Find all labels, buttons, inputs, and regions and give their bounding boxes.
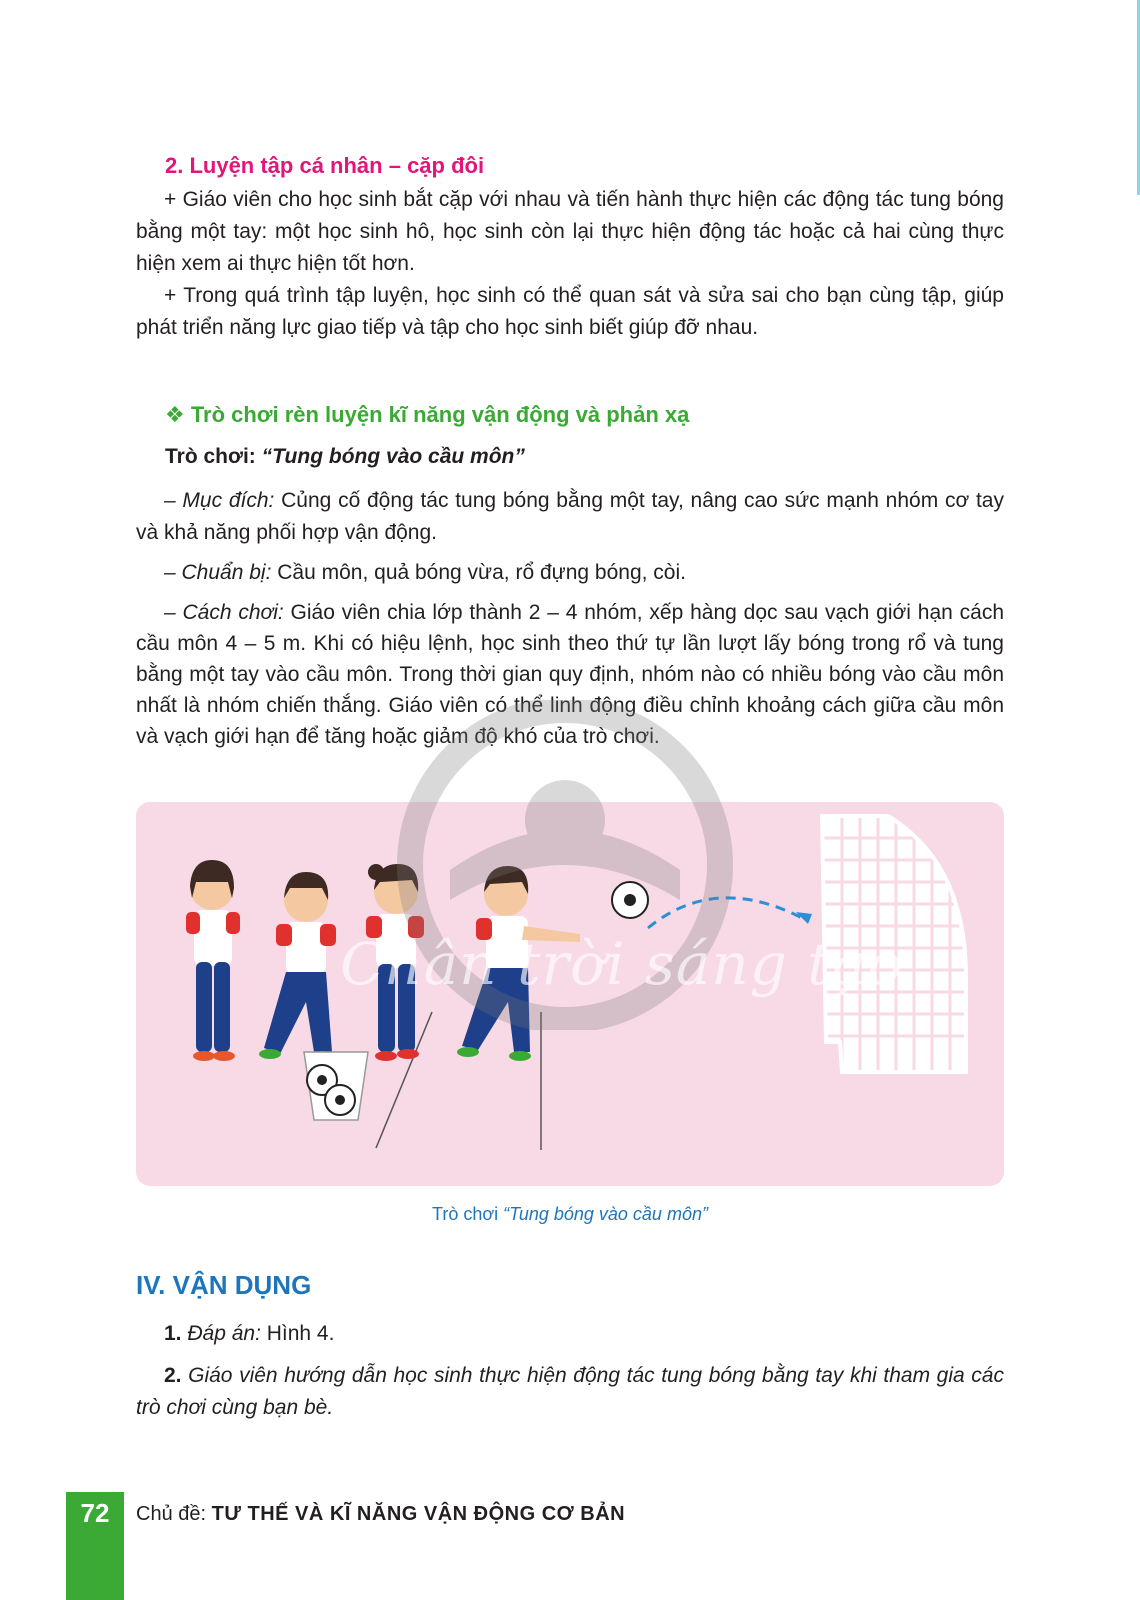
ball-trajectory (648, 898, 806, 928)
footer-topic-name: TƯ THẾ VÀ KĨ NĂNG VẬN ĐỘNG CƠ BẢN (211, 1503, 626, 1525)
section-heading-game: ❖ Trò chơi rèn luyện kĩ năng vận động và phản xạ (165, 402, 690, 427)
game-title-name: “Tung bóng vào cầu môn” (261, 445, 525, 468)
purpose-text: Củng cố động tác tung bóng bằng một tay, nâng cao sức mạnh nhóm cơ tay và khả năng phối hợp vận động. (136, 489, 1004, 544)
child-figure-2 (259, 872, 336, 1061)
thrown-ball (612, 882, 648, 918)
prep-text: Cầu môn, quả bóng vừa, rổ đựng bóng, còi. (271, 561, 686, 584)
apply-item-2 (136, 1360, 1004, 1424)
purpose-label: – Mục đích: (164, 489, 275, 512)
game-preparation (136, 557, 1004, 589)
apply-item-1-text: Hình 4. (260, 1322, 335, 1345)
how-text: Giáo viên chia lớp thành 2 – 4 nhóm, xếp hàng dọc sau vạch giới hạn cách cầu môn 4 – 5 m. Khi có hiệu lệnh, học sinh theo thứ tự lần lượt lấy bóng trong rổ và tung bằng một tay vào cầu môn. Trong thời gian quy định, nhóm nào có nhiều bóng vào cầu môn nhất là nhóm chiến thắng. Giáo viên có thể linh động điều chỉnh khoảng cách giữa cầu môn và vạch giới hạn để tăng hoặc giảm độ khó của trò chơi. (136, 601, 1005, 748)
section-practice-body (136, 184, 1004, 344)
game-purpose (136, 485, 1004, 549)
apply-item-1-label: Đáp án: (181, 1322, 261, 1345)
section-heading-apply: IV. VẬN DỤNG (136, 1270, 312, 1300)
figure-caption (136, 1204, 1004, 1225)
game-body (136, 485, 1004, 752)
apply-item-1-number: 1. (164, 1322, 182, 1345)
ball-basket (304, 1052, 368, 1120)
practice-paragraph-1: + Giáo viên cho học sinh bắt cặp với nhau và tiến hành thực hiện các động tác tung bóng bằng một tay: một học sinh hô, học sinh còn lại thực hiện động tác hoặc cả hai cùng thực hiện xem ai thực hiện tốt hơn. (136, 188, 1004, 275)
how-label: – Cách chơi: (164, 601, 284, 624)
section-heading-practice: 2. Luyện tập cá nhân – cặp đôi (165, 153, 485, 178)
footer-topic (136, 1503, 625, 1526)
game-title (165, 445, 525, 469)
apply-item-2-text: Giáo viên hướng dẫn học sinh thực hiện động tác tung bóng bằng tay khi tham gia các trò chơi cùng bạn bè. (136, 1364, 1004, 1419)
apply-body (136, 1318, 1004, 1424)
game-how-to-play (136, 597, 1004, 752)
footer-topic-label: Chủ đề: (136, 1503, 212, 1525)
page-number: 72 (80, 1498, 110, 1528)
child-figure-1 (186, 860, 240, 1061)
trajectory-arrow (796, 912, 812, 924)
caption-prefix: Trò chơi (432, 1204, 504, 1224)
prep-label: – Chuẩn bị: (164, 561, 272, 584)
apply-item-1 (136, 1318, 1004, 1350)
caption-name: “Tung bóng vào cầu môn” (503, 1204, 708, 1224)
watermark-text: Chân trời sáng tạo (340, 930, 904, 998)
game-title-label: Trò chơi: (165, 445, 262, 468)
practice-paragraph-2: + Trong quá trình tập luyện, học sinh có thể quan sát và sửa sai cho bạn cùng tập, giúp phát triển năng lực giao tiếp và tập cho học sinh biết giúp đỡ nhau. (136, 284, 1004, 339)
apply-item-2-number: 2. (164, 1364, 182, 1387)
